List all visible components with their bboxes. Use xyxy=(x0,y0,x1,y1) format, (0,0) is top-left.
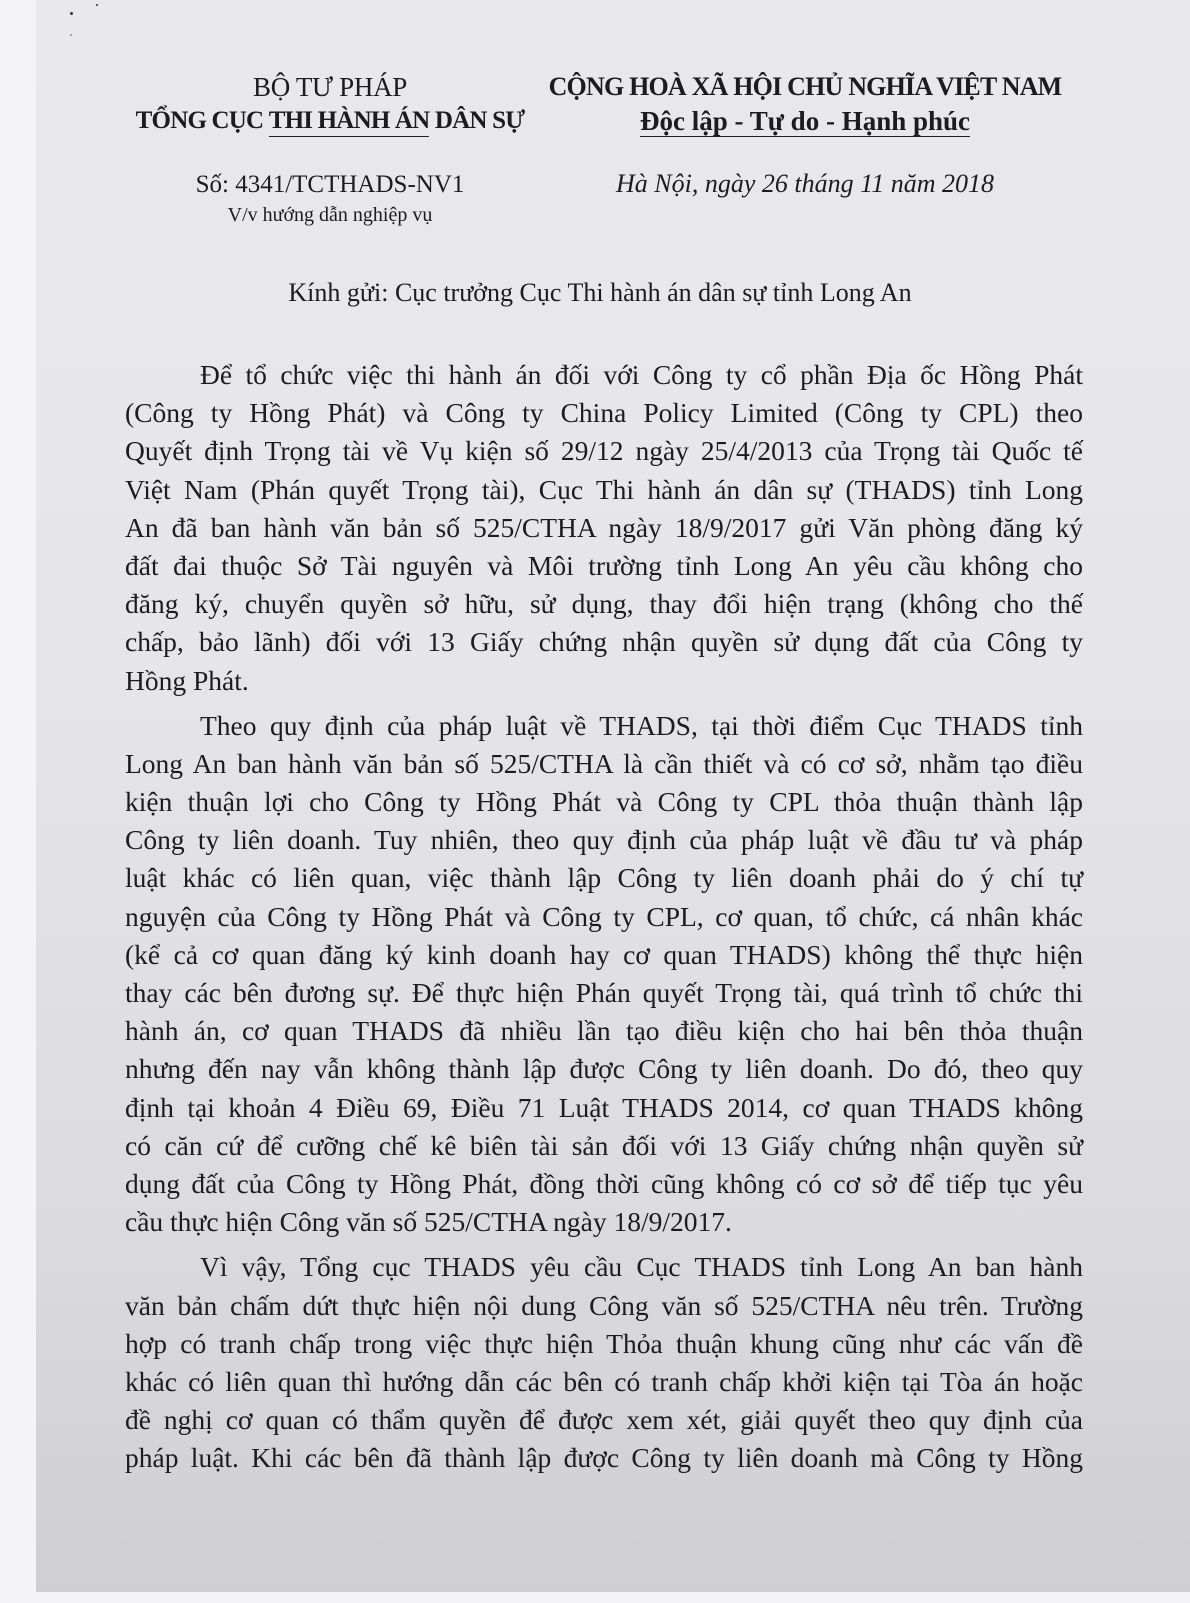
paragraph-line: An đã ban hành văn bản số 525/CTHA ngày 18/9/2017 gửi Văn phòng đăng ký xyxy=(125,511,1083,543)
paragraph-line: nguyện của Công ty Hồng Phát và Công ty CPL, cơ quan, tổ chức, cá nhân khác xyxy=(125,900,1083,932)
document-body xyxy=(125,356,1083,1477)
paragraph-line: Vì vậy, Tổng cục THADS yêu cầu Cục THADS tỉnh Long An ban hành xyxy=(200,1251,1083,1283)
paragraph-line: Hồng Phát. xyxy=(125,664,249,696)
body-paragraph xyxy=(125,356,1083,700)
national-heading-block xyxy=(545,70,1065,138)
agency-underlined: THI HÀNH ÁN xyxy=(269,106,430,137)
national-motto xyxy=(545,104,1065,138)
paragraph-line: hợp có tranh chấp trong việc thực hiện Thỏa thuận khung cũng như các vấn đề xyxy=(125,1327,1083,1359)
paragraph-line: thay các bên đương sự. Để thực hiện Phán quyết Trọng tài, quá trình tổ chức thi xyxy=(125,977,1083,1008)
paragraph-line: văn bản chấm dứt thực hiện nội dung Công văn số 525/CTHA nêu trên. Trường xyxy=(125,1289,1083,1321)
agency-suffix: DÂN SỰ xyxy=(429,107,525,134)
body-paragraph xyxy=(125,1248,1083,1477)
paragraph-line: định tại khoản 4 Điều 69, Điều 71 Luật THADS 2014, cơ quan THADS không xyxy=(125,1091,1083,1123)
issuing-agency-block xyxy=(120,70,540,138)
scan-speck xyxy=(70,34,72,36)
paragraph-line: hành án, cơ quan THADS đã nhiều lần tạo điều kiện cho hai bên thỏa thuận xyxy=(125,1015,1083,1047)
paragraph-line: cầu thực hiện Công văn số 525/CTHA ngày 18/9/2017. xyxy=(125,1206,732,1238)
parent-ministry: BỘ TƯ PHÁP xyxy=(253,72,407,102)
paragraph-line: Theo quy định của pháp luật về THADS, tại thời điểm Cục THADS tỉnh xyxy=(200,709,1083,741)
paragraph-spacing xyxy=(125,700,1083,707)
paragraph-line: đăng ký, chuyển quyền sở hữu, sử dụng, thay đổi hiện trạng (không cho thế xyxy=(125,588,1083,620)
paragraph-line: khác có liên quan thì hướng dẫn các bên có tranh chấp khởi kiện tại Tòa án hoặc xyxy=(125,1365,1083,1397)
paragraph-line: Long An ban hành văn bản số 525/CTHA là cần thiết và có cơ sở, nhằm tạo điều xyxy=(125,747,1083,779)
recipient-line: Kính gửi: Cục trưởng Cục Thi hành án dân sự tỉnh Long An xyxy=(288,278,912,307)
paragraph-line: kiện thuận lợi cho Công ty Hồng Phát và Công ty CPL thỏa thuận thành lập xyxy=(125,786,1083,818)
national-title: CỘNG HOÀ XÃ HỘI CHỦ NGHĨA VIỆT NAM xyxy=(548,72,1062,101)
document-subject: V/v hướng dẫn nghiệp vụ xyxy=(227,204,433,226)
paragraph-line: Quyết định Trọng tài về Vụ kiện số 29/12 ngày 25/4/2013 của Trọng tài Quốc tế xyxy=(125,435,1083,467)
motto-text: Độc lập - Tự do - Hạnh phúc xyxy=(639,106,971,136)
paragraph-line: đất đai thuộc Sở Tài nguyên và Môi trường tỉnh Long An yêu cầu không cho xyxy=(125,549,1083,581)
paragraph-line: Công ty liên doanh. Tuy nhiên, theo quy định của pháp luật về đầu tư và pháp xyxy=(125,824,1083,856)
paragraph-line: có căn cứ để cưỡng chế kê biên tài sản đối với 13 Giấy chứng nhận quyền sử xyxy=(125,1129,1083,1161)
scan-speck xyxy=(70,12,73,15)
paragraph-line: dụng đất của Công ty Hồng Phát, đồng thời cũng không có cơ sở để tiếp tục yêu xyxy=(125,1167,1083,1199)
paragraph-line: pháp luật. Khi các bên đã thành lập được Công ty liên doanh mà Công ty Hồng xyxy=(125,1442,1083,1474)
body-paragraph xyxy=(125,707,1083,1242)
paragraph-line: Để tổ chức việc thi hành án đối với Công ty cổ phần Địa ốc Hồng Phát xyxy=(200,359,1083,390)
document-number: Số: 4341/TCTHADS-NV1 xyxy=(195,171,465,198)
paragraph-line: luật khác có liên quan, việc thành lập Công ty liên doanh phải do ý chí tự xyxy=(125,862,1083,894)
issuing-agency-name xyxy=(120,104,540,138)
agency-prefix: TỔNG CỤC xyxy=(135,107,269,134)
paragraph-spacing xyxy=(125,1241,1083,1248)
paragraph-line: (kể cả cơ quan đăng ký kinh doanh hay cơ quan THADS) không thể thực hiện xyxy=(125,938,1083,970)
paragraph-line: đề nghị cơ quan có thẩm quyền để được xem xét, giải quyết theo quy định của xyxy=(125,1404,1083,1436)
paragraph-line: (Công ty Hồng Phát) và Công ty China Policy Limited (Công ty CPL) theo xyxy=(125,397,1083,429)
paragraph-line: chấp, bảo lãnh) đối với 13 Giấy chứng nhận quyền sử dụng đất của Công ty xyxy=(125,626,1083,658)
place-and-date: Hà Nội, ngày 26 tháng 11 năm 2018 xyxy=(616,169,994,198)
paragraph-line: nhưng đến nay vẫn không thành lập được Công ty liên doanh. Do đó, theo quy xyxy=(125,1053,1083,1085)
scan-speck xyxy=(96,4,98,6)
paragraph-line: Việt Nam (Phán quyết Trọng tài), Cục Thi hành án dân sự (THADS) tỉnh Long xyxy=(125,473,1083,505)
